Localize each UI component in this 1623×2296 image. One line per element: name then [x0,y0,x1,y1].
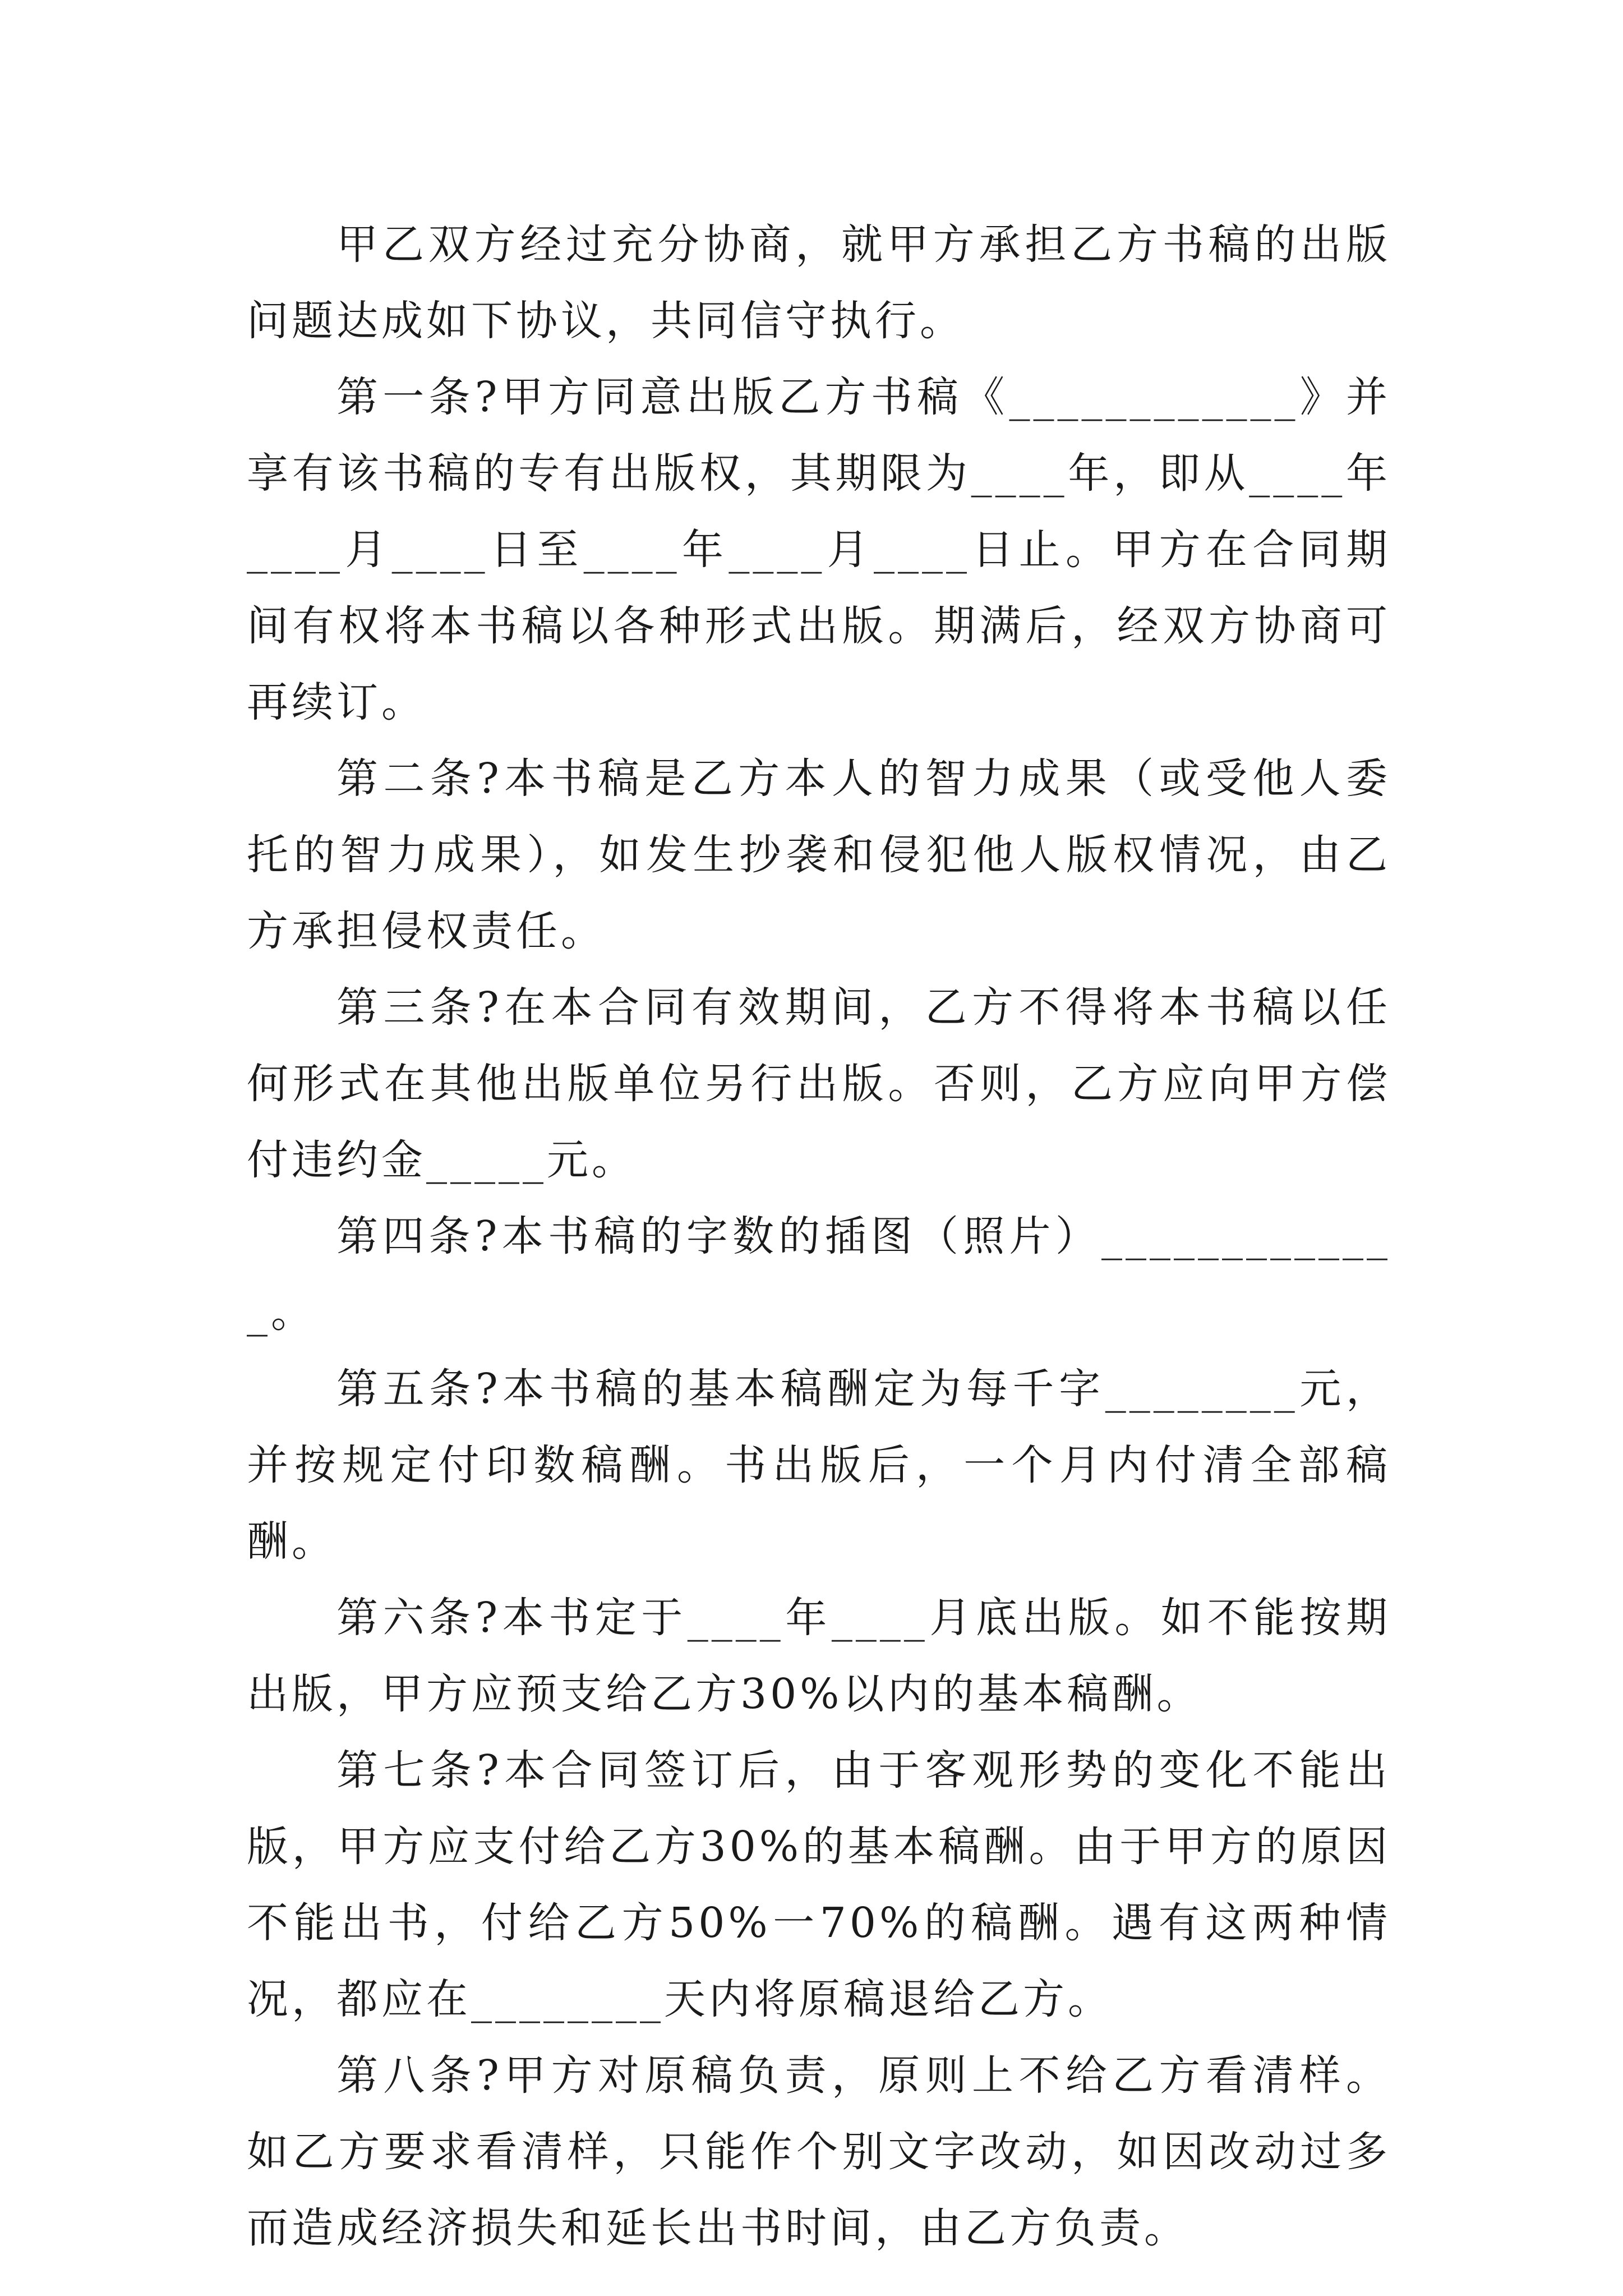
paragraph-article-4: 第四条?本书稿的字数的插图（照片）_____________。 [247,1212,1391,1337]
paragraph-article-7: 第七条?本合同签订后，由于客观形势的变化不能出版，甲方应支付给乙方30%的基本稿酬。由于甲方的原因不能出书，付给乙方50%一70%的稿酬。遇有这两种情况，都应在________天内将原稿退给乙方。 [247,1746,1391,2023]
document-body [247,206,1391,2266]
paragraph-article-8: 第八条?甲方对原稿负责，原则上不给乙方看清样。如乙方要求看清样，只能作个别文字改动，如因改动过多而造成经济损失和延长出书时间，由乙方负责。 [247,2051,1391,2252]
paragraph-article-6: 第六条?本书定于____年____月底出版。如不能按期出版，甲方应预支给乙方30%以内的基本稿酬。 [247,1594,1391,1718]
paragraph-article-2: 第二条?本书稿是乙方本人的智力成果（或受他人委托的智力成果），如发生抄袭和侵犯他人版权情况，由乙方承担侵权责任。 [247,754,1391,955]
paragraph-intro: 甲乙双方经过充分协商，就甲方承担乙方书稿的出版问题达成如下协议，共同信守执行。 [247,220,1391,345]
paragraph-article-3: 第三条?在本合同有效期间，乙方不得将本书稿以任何形式在其他出版单位另行出版。否则，乙方应向甲方偿付违约金_____元。 [247,983,1391,1184]
paragraph-article-5: 第五条?本书稿的基本稿酬定为每千字________元，并按规定付印数稿酬。书出版后，一个月内付清全部稿酬。 [247,1365,1391,1566]
paragraph-article-1: 第一条?甲方同意出版乙方书稿《____________》并享有该书稿的专有出版权，其期限为____年，即从____年____月____日至____年____月____日止。甲方在合同期间有权将本书稿以各种形式出版。期满后，经双方协商可再续订。 [247,373,1391,726]
